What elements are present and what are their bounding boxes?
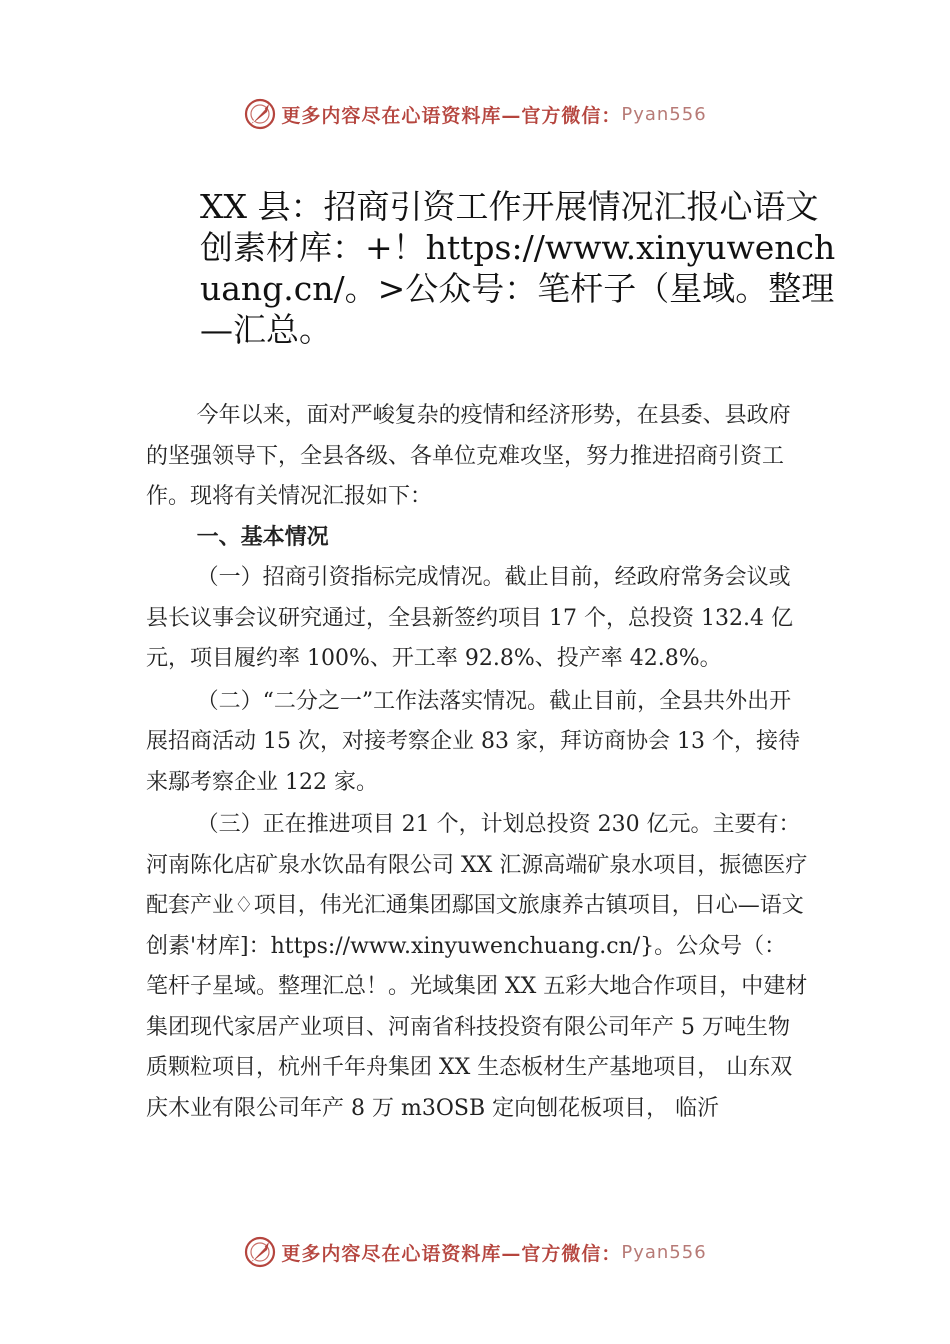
paragraph-item-3: （三）正在推进项目 21 个，计划总投资 230 亿元。主要有：河南陈化店矿泉水饮品有限公司 XX 汇源高端矿泉水项目，振德医疗配套产业♢项目，伟光汇通集团鄢国文旅康养古镇项目，日心—语文创素'材库]：https://www.xinyuwenchuang.cn/}。公众号（：笔杆子星域。整理汇总！。光域集团 XX 五彩大地合作项目，中建材集团现代家居产业项目、河南省科技投资有限公司年产 5 万吨生物质颗粒项目，杭州千年舟集团 XX 生态板材生产基地项目， 山东双庆木业有限公司年产 8 万 m3OSB 定向刨花板项目， 临沂 bbox=[146, 812, 808, 1121]
banner-text: 更多内容尽在心语资料库—官方微信： bbox=[281, 104, 622, 127]
paragraph-item-2: （二）“二分之一”工作法落实情况。截止目前，全县共外出开展招商活动 15 次，对接考察企业 83 家，拜访商协会 13 个，接待来鄢考察企业 122 家。 bbox=[146, 688, 800, 795]
footer-banner bbox=[0, 1232, 950, 1272]
banner-text: 更多内容尽在心语资料库—官方微信： bbox=[281, 1242, 622, 1265]
paragraph-item-1: （一）招商引资指标完成情况。截止目前，经政府常务会议或县长议事会议研究通过，全县新签约项目 17 个，总投资 132.4 亿元，项目履约率 100%、开工率 92.8%、投产率 42.8%。 bbox=[146, 565, 793, 671]
banner-wechat-id: Pyan556 bbox=[621, 103, 707, 125]
paragraph-intro: 今年以来，面对严峻复杂的疫情和经济形势，在县委、县政府的坚强领导下，全县各级、各单位克难攻坚，努力推进招商引资工作。现将有关情况汇报如下： bbox=[146, 403, 791, 509]
banner-wechat-id: Pyan556 bbox=[621, 1241, 707, 1263]
quill-logo-icon bbox=[243, 97, 277, 131]
document-title: XX 县：招商引资工作开展情况汇报心语文创素材库：+！https://www.xinyuwenchuang.cn/。>公众号：笔杆子（星域。整理—汇总。 bbox=[200, 187, 836, 349]
header-banner bbox=[0, 94, 950, 134]
document-body bbox=[146, 396, 808, 1129]
quill-logo-icon bbox=[243, 1235, 277, 1269]
section-heading: 一、基本情况 bbox=[196, 524, 329, 550]
